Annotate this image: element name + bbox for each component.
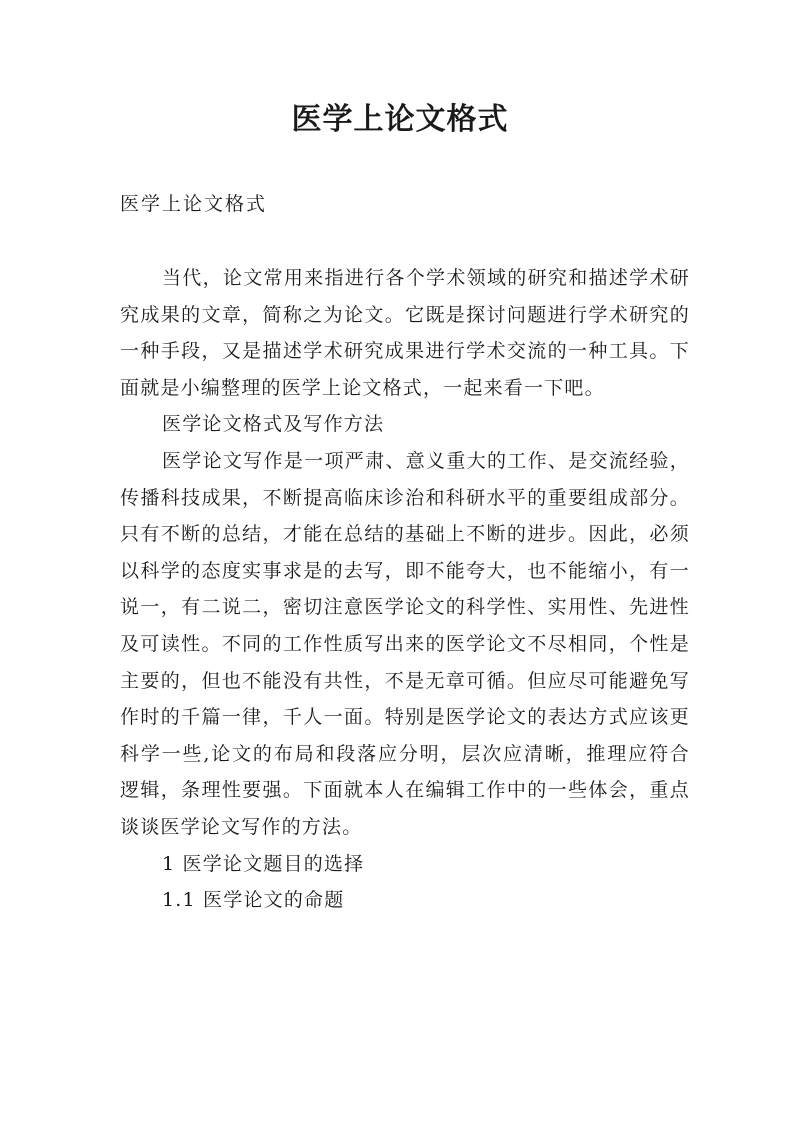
document-subtitle: 医学上论文格式 xyxy=(120,193,268,215)
heading-level-1: 1 医学论文题目的选择 xyxy=(162,852,365,875)
paragraph-intro: 当代，论文常用来指进行各个学术领域的研究和描述学术研究成果的文章，简称之为论文。它既是探讨问题进行学术研究的一种手段，又是描述学术研究成果进行学术交流的一种工具。下面就是小编整理的医学上论文格式，一起来看一下吧。 xyxy=(120,267,690,399)
section-heading: 医学论文格式及写作方法 xyxy=(162,413,385,436)
paragraph-main: 医学论文写作是一项严肃、意义重大的工作、是交流经验，传播科技成果，不断提高临床诊治和科研水平的重要组成部分。只有不断的总结，才能在总结的基础上不断的进步。因此，必须以科学的态度实事求是的去写，即不能夸大，也不能缩小，有一说一，有二说二，密切注意医学论文的科学性、实用性、先进性及可读性。不同的工作性质写出来的医学论文不尽相同，个性是主要的，但也不能没有共性，不是无章可循。但应尽可能避免写作时的千篇一律，千人一面。特别是医学论文的表达方式应该更科学一些,论文的布局和段落应分明，层次应清晰，推理应符合逻辑，条理性要强。下面就本人在编辑工作中的一些体会，重点谈谈医学论文写作的方法。 xyxy=(120,449,690,838)
document-title: 医学上论文格式 xyxy=(291,102,509,137)
heading-level-2: 1.1 医学论文的命题 xyxy=(162,889,345,912)
document-body xyxy=(120,260,690,919)
